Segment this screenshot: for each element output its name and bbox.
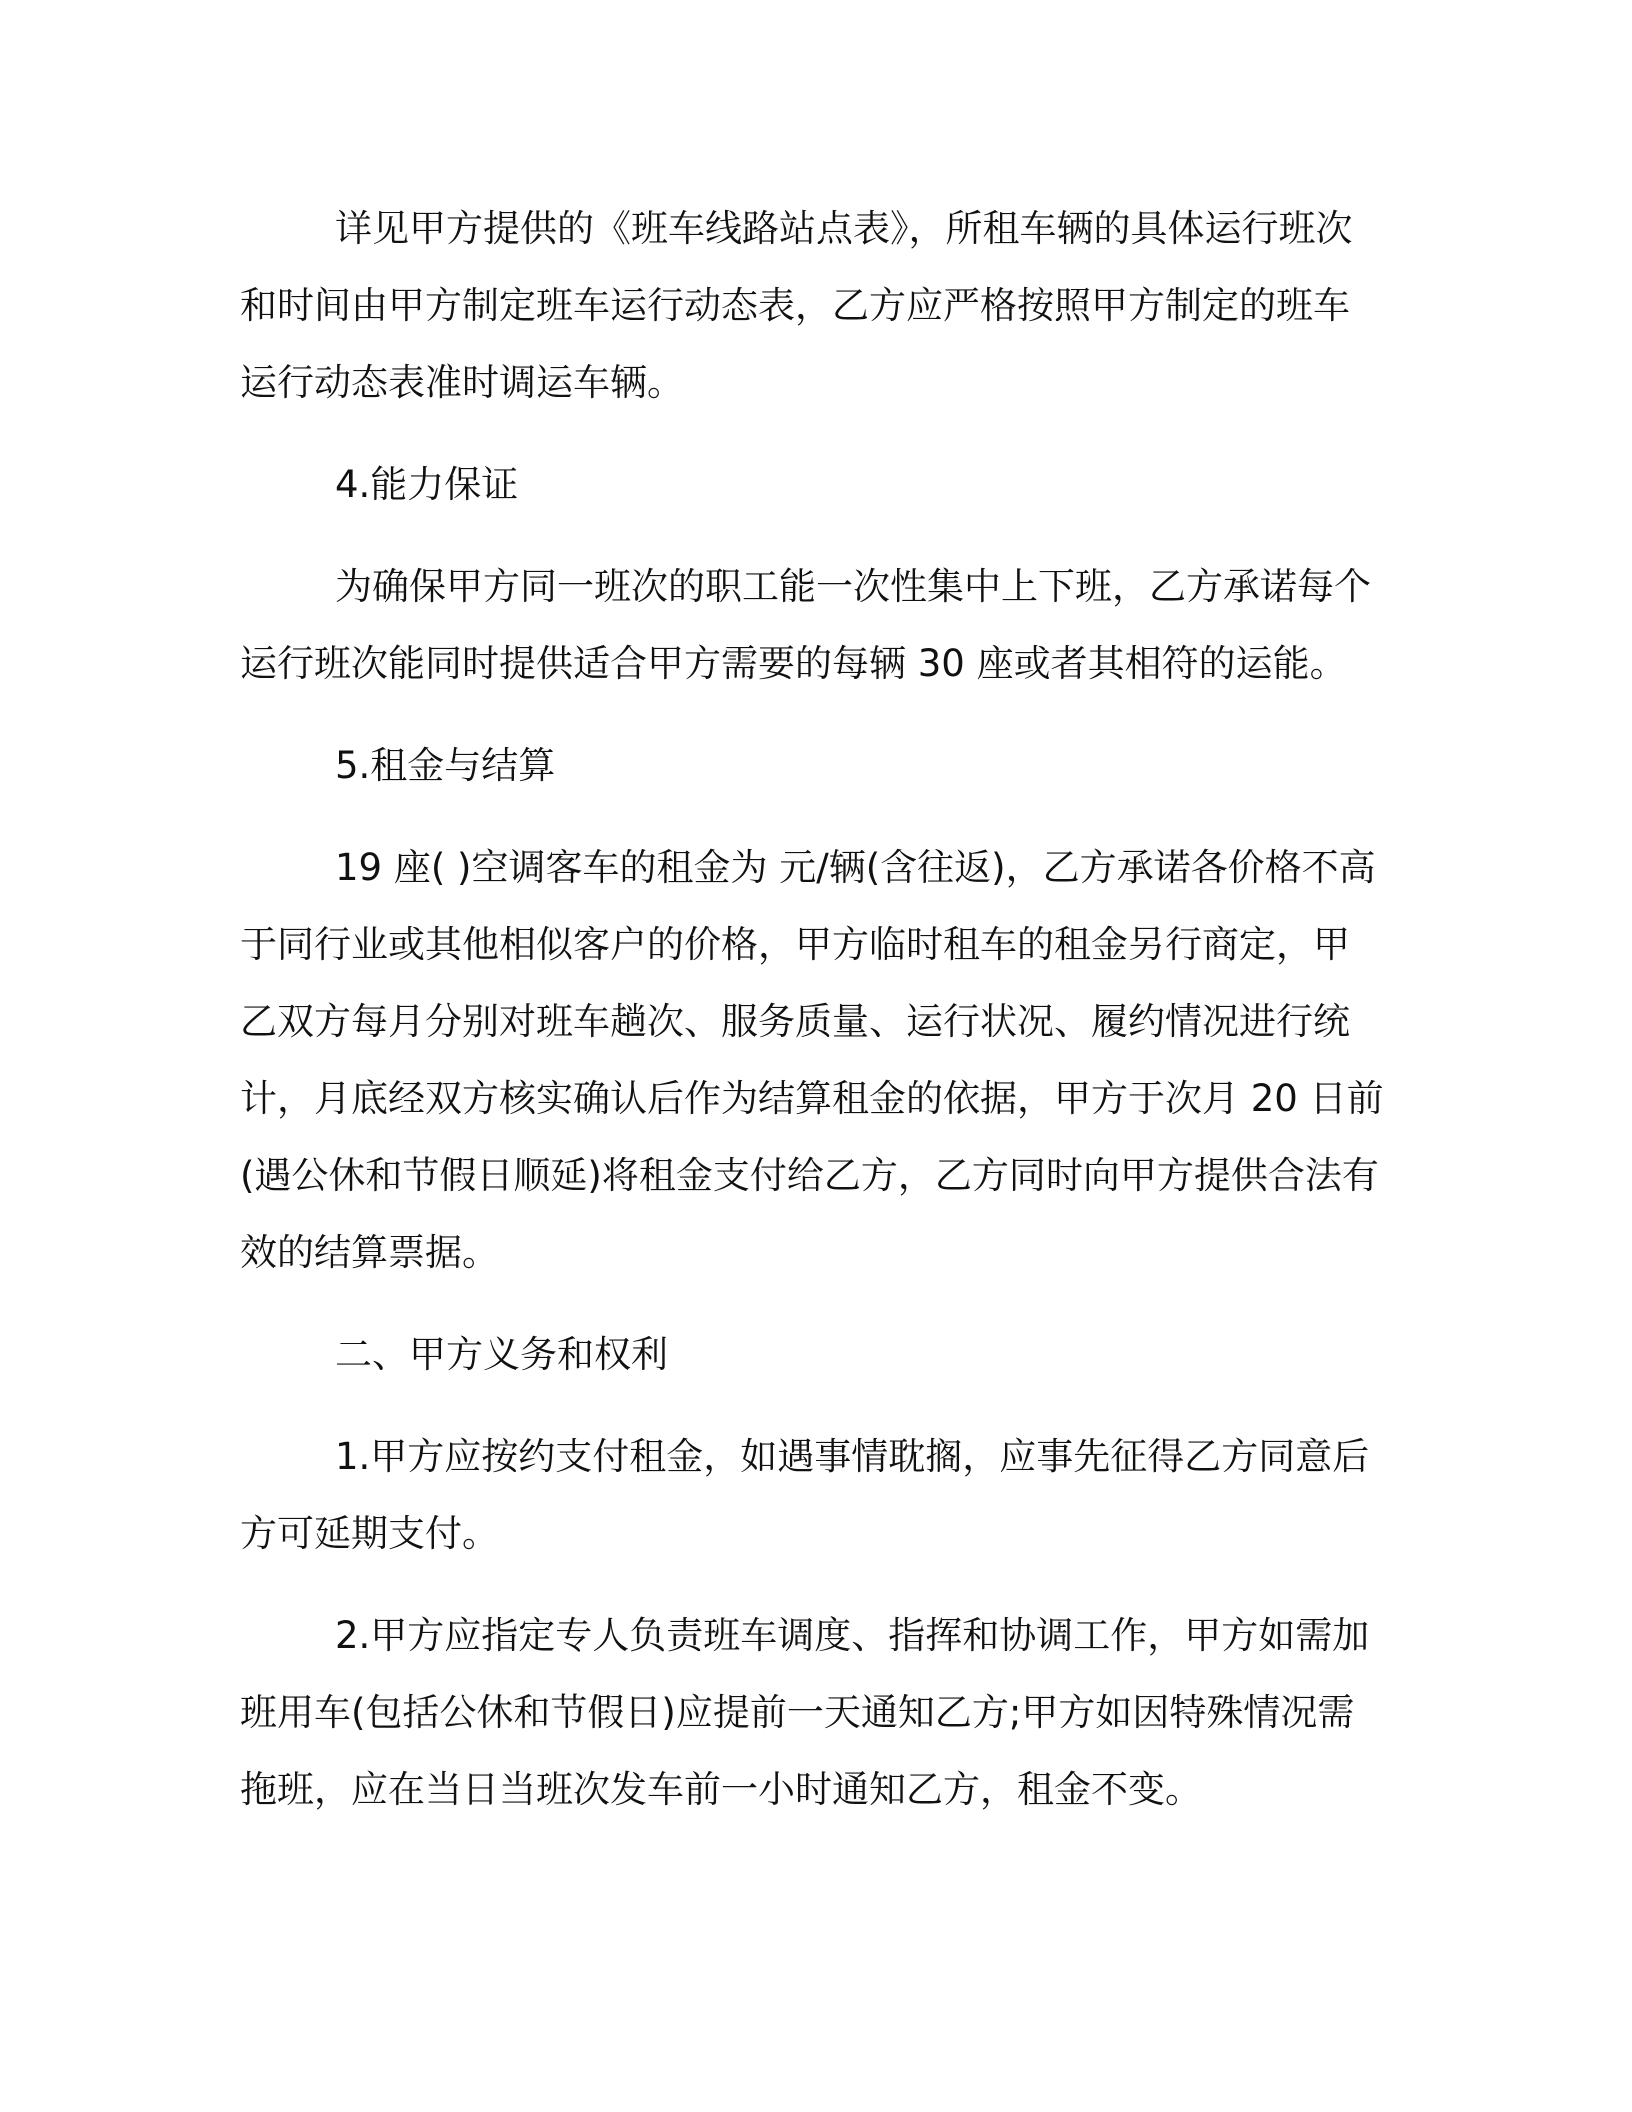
text-line: 拖班，应在当日当班次发车前一小时通知乙方，租金不变。 — [240, 1768, 1202, 1811]
text-line: 于同行业或其他相似客户的价格，甲方临时租车的租金另行商定，甲 — [240, 923, 1350, 966]
section-heading-rent-settlement: 5.租金与结算 — [335, 744, 556, 787]
paragraph-rent-settlement — [240, 829, 1390, 1291]
paragraph-payment — [240, 1418, 1390, 1572]
text-line: 运行班次能同时提供适合甲方需要的每辆 30 座或者其相符的运能。 — [240, 642, 1347, 685]
text-line: 和时间由甲方制定班车运行动态表，乙方应严格按照甲方制定的班车 — [240, 284, 1350, 327]
section-heading-party-a-obligations: 二、甲方义务和权利 — [335, 1333, 668, 1376]
text-line: 计，月底经双方核实确认后作为结算租金的依据，甲方于次月 20 日前 — [240, 1077, 1384, 1120]
paragraph-dispatch — [240, 1597, 1390, 1828]
text-line: 乙双方每月分别对班车趟次、服务质量、运行状况、履约情况进行统 — [240, 1000, 1350, 1043]
text-line: 2.甲方应指定专人负责班车调度、指挥和协调工作，甲方如需加 — [335, 1614, 1370, 1657]
text-line: 方可延期支付。 — [240, 1512, 499, 1555]
text-line: 为确保甲方同一班次的职工能一次性集中上下班，乙方承诺每个 — [335, 565, 1371, 608]
text-line: 效的结算票据。 — [240, 1231, 499, 1274]
paragraph-capacity — [240, 548, 1390, 702]
text-line: 1.甲方应按约支付租金，如遇事情耽搁，应事先征得乙方同意后 — [335, 1435, 1370, 1478]
document-page — [240, 190, 1390, 1853]
text-line: (遇公休和节假日顺延)将租金支付给乙方，乙方同时向甲方提供合法有 — [240, 1154, 1379, 1197]
text-line: 19 座( )空调客车的租金为 元/辆(含往返)，乙方承诺各价格不高 — [335, 846, 1376, 889]
section-heading-capacity: 4.能力保证 — [335, 463, 519, 506]
text-line: 班用车(包括公休和节假日)应提前一天通知乙方;甲方如因特殊情况需 — [240, 1691, 1355, 1734]
text-line: 详见甲方提供的《班车线路站点表》，所租车辆的具体运行班次 — [335, 207, 1353, 250]
paragraph-route-schedule — [240, 190, 1390, 421]
text-line: 运行动态表准时调运车辆。 — [240, 361, 684, 404]
